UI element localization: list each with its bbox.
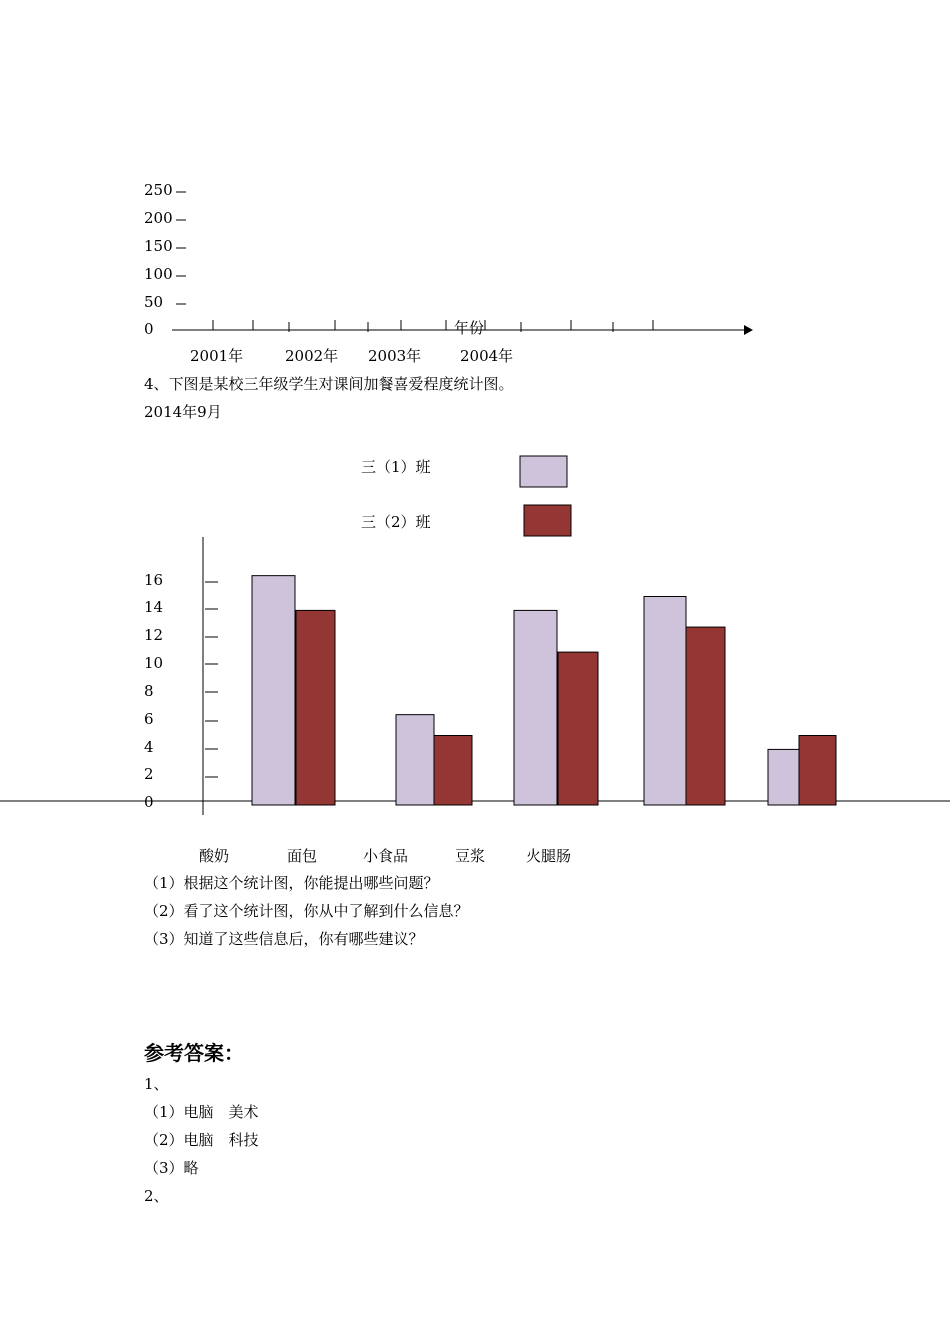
legend-swatch-class1 [520,456,567,487]
top-x-label-2001: 2001年 [190,347,244,365]
question4-title: 4、下图是某校三年级学生对课间加餐喜爱程度统计图。 [144,375,514,393]
y-tick-14: 14 [144,598,164,616]
bar-class2-2 [434,736,472,806]
bar-class2-1 [296,610,335,805]
bar-class1-4 [644,597,686,806]
top-x-label-2002: 2002年 [285,347,339,365]
legend-label-class1: 三（1）班 [361,458,431,476]
bar-class1-2 [396,715,434,805]
y-tick-4: 4 [144,738,154,756]
top-y-tick-150: 150 [144,237,173,255]
top-axis-label: 年份 [454,319,485,337]
top-y-tick-50: 50 [144,293,164,311]
legend-label-class2: 三（2）班 [361,513,431,531]
y-tick-marks [205,582,218,777]
top-y-tick-200: 200 [144,209,173,227]
bar-class2-5 [799,736,836,806]
top-y-tick-0: 0 [144,320,154,338]
y-tick-0: 0 [144,793,154,811]
question4-date: 2014年9月 [144,403,222,421]
category-label: 豆浆 [455,847,486,865]
y-tick-10: 10 [144,654,164,672]
top-y-tick-250: 250 [144,181,173,199]
category-label: 小食品 [363,847,409,865]
category-label: 酸奶 [199,847,230,865]
answer-item: 2、 [144,1187,169,1205]
category-label: 火腿肠 [526,847,572,865]
sub-question-2: （2）看了这个统计图，你从中了解到什么信息？ [144,902,469,920]
answer-item: （1）电脑 美术 [144,1103,259,1121]
bar-class1-5 [768,749,799,805]
y-tick-12: 12 [144,626,164,644]
y-tick-6: 6 [144,710,154,728]
sub-question-1: （1）根据这个统计图，你能提出哪些问题？ [144,874,439,892]
y-tick-8: 8 [144,682,154,700]
answer-item: 1、 [144,1075,169,1093]
legend-swatch-class2 [524,505,571,536]
answer-item: （3）略 [144,1159,199,1177]
category-label: 面包 [287,847,318,865]
answers-heading: 参考答案： [144,1041,244,1065]
bar-class1-3 [514,610,557,805]
y-tick-2: 2 [144,765,154,783]
y-tick-16: 16 [144,571,164,589]
bar-class2-3 [558,652,598,805]
bar-class2-4 [686,627,725,805]
top-x-label-2004: 2004年 [460,347,514,365]
top-x-label-2003: 2003年 [368,347,422,365]
bar-class1-1 [252,576,295,805]
sub-question-3: （3）知道了这些信息后，你有哪些建议？ [144,930,424,948]
top-y-tick-100: 100 [144,265,173,283]
answer-item: （2）电脑 科技 [144,1131,259,1149]
